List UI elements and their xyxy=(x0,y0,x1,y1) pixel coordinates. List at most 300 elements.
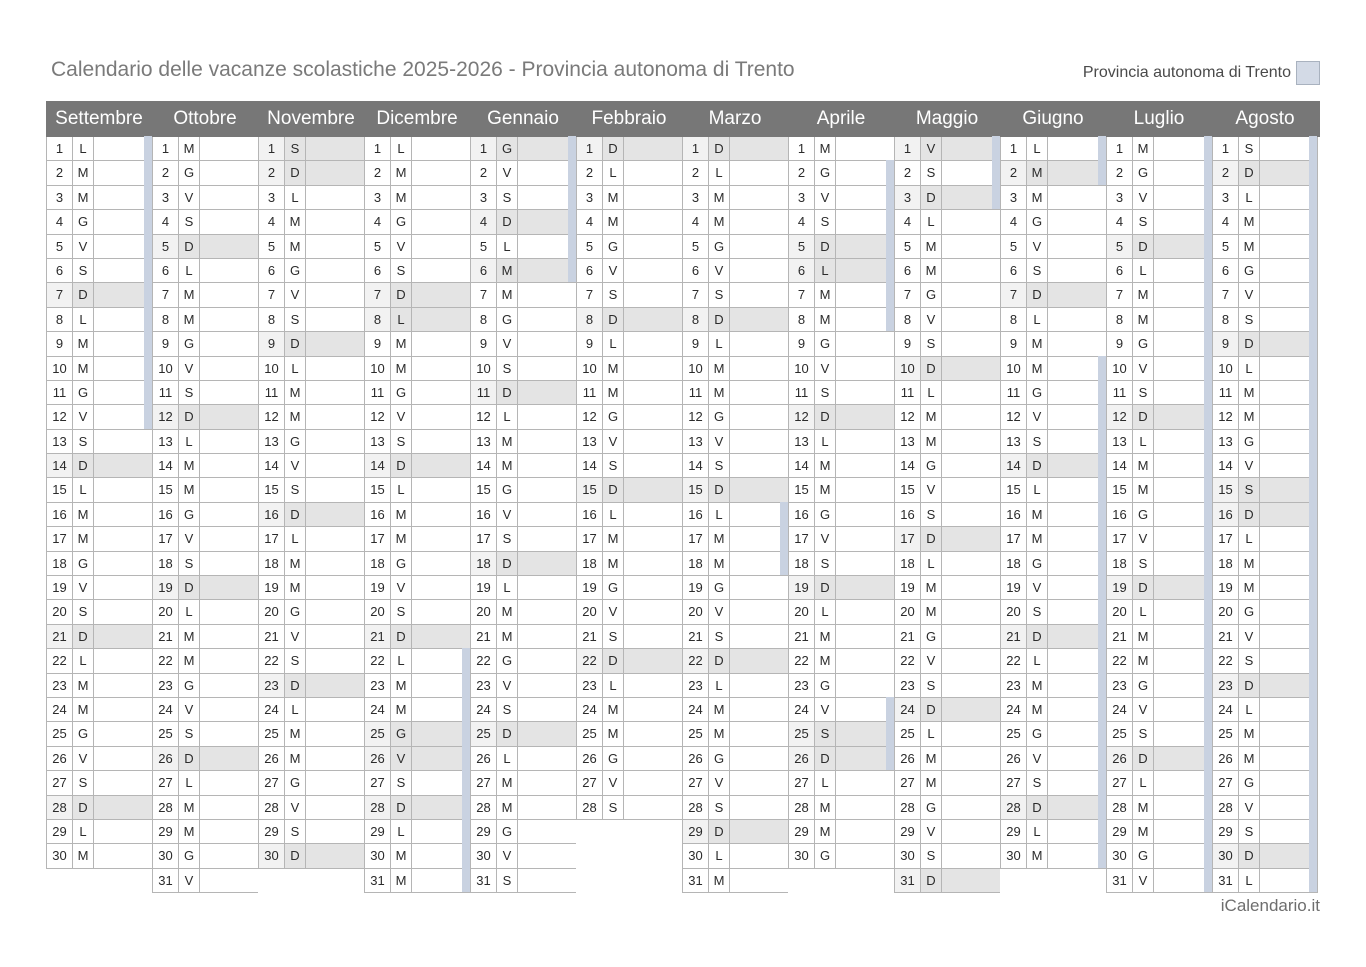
weekday-letter: D xyxy=(73,796,94,819)
day-number: 28 xyxy=(1213,796,1239,819)
day-number: 23 xyxy=(895,674,921,697)
day-row xyxy=(576,186,682,210)
day-note-cell xyxy=(624,161,682,184)
day-note-cell xyxy=(1048,625,1106,648)
day-note-cell xyxy=(730,552,788,575)
weekday-letter: G xyxy=(1239,600,1260,623)
day-number: 11 xyxy=(895,381,921,404)
day-note-cell xyxy=(518,405,576,428)
day-row xyxy=(1212,259,1318,283)
day-row xyxy=(576,674,682,698)
vacation-marker xyxy=(144,380,152,404)
weekday-letter: M xyxy=(603,186,624,209)
day-note-cell xyxy=(1154,235,1212,258)
day-row xyxy=(152,698,258,722)
weekday-letter: G xyxy=(921,454,942,477)
weekday-letter: L xyxy=(391,137,412,160)
vacation-marker xyxy=(886,258,894,282)
weekday-letter: S xyxy=(1133,552,1154,575)
day-row xyxy=(682,527,788,551)
weekday-letter: G xyxy=(179,844,200,867)
day-number: 29 xyxy=(1001,820,1027,843)
weekday-letter: M xyxy=(1027,161,1048,184)
day-note-cell xyxy=(412,332,470,355)
day-row xyxy=(152,381,258,405)
day-row xyxy=(46,210,152,234)
vacation-marker xyxy=(1204,575,1212,599)
day-number: 13 xyxy=(789,430,815,453)
day-number: 31 xyxy=(895,869,921,892)
day-number: 18 xyxy=(1107,552,1133,575)
vacation-marker xyxy=(992,136,1000,160)
day-row xyxy=(152,674,258,698)
weekday-letter: G xyxy=(391,381,412,404)
day-row xyxy=(1000,357,1106,381)
day-row xyxy=(1212,357,1318,381)
weekday-letter: M xyxy=(921,430,942,453)
day-note-cell xyxy=(1260,357,1317,380)
weekday-letter: M xyxy=(921,747,942,770)
day-row xyxy=(364,600,470,624)
day-number: 6 xyxy=(365,259,391,282)
weekday-letter: L xyxy=(1027,478,1048,501)
day-row xyxy=(152,527,258,551)
weekday-letter: M xyxy=(179,137,200,160)
day-row xyxy=(1106,283,1212,307)
day-row xyxy=(894,405,1000,429)
day-number: 15 xyxy=(153,478,179,501)
weekday-letter: M xyxy=(285,381,306,404)
day-note-cell xyxy=(1260,454,1317,477)
day-row xyxy=(894,747,1000,771)
day-note-cell xyxy=(836,357,894,380)
day-row xyxy=(682,674,788,698)
day-number: 3 xyxy=(365,186,391,209)
day-number: 15 xyxy=(365,478,391,501)
weekday-letter: M xyxy=(179,649,200,672)
day-number: 16 xyxy=(1107,503,1133,526)
weekday-letter: V xyxy=(603,600,624,623)
day-note-cell xyxy=(94,210,152,233)
day-row xyxy=(788,820,894,844)
weekday-letter: M xyxy=(391,503,412,526)
day-number: 18 xyxy=(259,552,285,575)
day-row xyxy=(1106,332,1212,356)
day-note-cell xyxy=(942,844,1000,867)
day-note-cell xyxy=(200,503,258,526)
day-row xyxy=(1106,796,1212,820)
day-note-cell xyxy=(730,820,788,843)
day-row xyxy=(470,527,576,551)
day-note-cell xyxy=(1048,771,1106,794)
day-number: 22 xyxy=(259,649,285,672)
day-note-cell xyxy=(412,527,470,550)
day-note-cell xyxy=(1048,527,1106,550)
weekday-letter: M xyxy=(73,357,94,380)
day-note-cell xyxy=(200,698,258,721)
day-row xyxy=(576,552,682,576)
day-note-cell xyxy=(306,771,364,794)
day-note-cell xyxy=(94,747,152,770)
day-note-cell xyxy=(942,430,1000,453)
vacation-marker xyxy=(1309,746,1317,770)
weekday-letter: S xyxy=(285,649,306,672)
weekday-letter: G xyxy=(285,259,306,282)
day-row xyxy=(788,552,894,576)
day-row xyxy=(894,308,1000,332)
day-row xyxy=(1106,478,1212,502)
weekday-letter: D xyxy=(497,722,518,745)
day-number: 12 xyxy=(1107,405,1133,428)
day-row xyxy=(364,454,470,478)
day-note-cell xyxy=(200,771,258,794)
day-note-cell xyxy=(1154,600,1212,623)
day-row xyxy=(470,796,576,820)
weekday-letter: L xyxy=(285,186,306,209)
weekday-letter: M xyxy=(1133,820,1154,843)
day-row xyxy=(470,259,576,283)
day-row xyxy=(1000,430,1106,454)
day-number: 17 xyxy=(1107,527,1133,550)
day-row xyxy=(788,235,894,259)
day-note-cell xyxy=(836,820,894,843)
day-row xyxy=(364,186,470,210)
day-note-cell xyxy=(1260,771,1317,794)
day-number: 23 xyxy=(259,674,285,697)
day-number: 10 xyxy=(1213,357,1239,380)
weekday-letter: G xyxy=(603,576,624,599)
weekday-letter: S xyxy=(73,600,94,623)
weekday-letter: S xyxy=(603,625,624,648)
weekday-letter: L xyxy=(1239,869,1260,892)
day-note-cell xyxy=(1048,308,1106,331)
day-row xyxy=(258,552,364,576)
day-note-cell xyxy=(730,259,788,282)
weekday-letter: D xyxy=(179,405,200,428)
day-number: 27 xyxy=(1213,771,1239,794)
weekday-letter: S xyxy=(497,527,518,550)
day-number: 28 xyxy=(789,796,815,819)
weekday-letter: M xyxy=(497,259,518,282)
vacation-marker xyxy=(1204,404,1212,428)
day-row xyxy=(470,381,576,405)
day-row xyxy=(894,527,1000,551)
vacation-marker xyxy=(144,160,152,184)
weekday-letter: M xyxy=(603,381,624,404)
day-row xyxy=(470,649,576,673)
day-note-cell xyxy=(518,771,576,794)
day-row xyxy=(364,308,470,332)
weekday-letter: V xyxy=(709,430,730,453)
weekday-letter: S xyxy=(391,259,412,282)
day-number: 21 xyxy=(259,625,285,648)
vacation-marker xyxy=(1098,526,1106,550)
day-row xyxy=(576,600,682,624)
day-row xyxy=(46,503,152,527)
day-note-cell xyxy=(942,210,1000,233)
day-row xyxy=(682,332,788,356)
day-number: 23 xyxy=(153,674,179,697)
day-row xyxy=(682,161,788,185)
day-note-cell xyxy=(200,844,258,867)
weekday-letter: D xyxy=(1239,503,1260,526)
day-note-cell xyxy=(1154,478,1212,501)
weekday-letter: S xyxy=(391,771,412,794)
day-note-cell xyxy=(1048,381,1106,404)
weekday-letter: G xyxy=(709,405,730,428)
weekday-letter: L xyxy=(603,161,624,184)
day-number: 15 xyxy=(259,478,285,501)
day-row xyxy=(152,552,258,576)
day-row xyxy=(1212,161,1318,185)
day-note-cell xyxy=(1154,552,1212,575)
day-number: 16 xyxy=(47,503,73,526)
day-row xyxy=(470,771,576,795)
weekday-letter: G xyxy=(1133,503,1154,526)
day-note-cell xyxy=(94,771,152,794)
day-row xyxy=(1212,796,1318,820)
day-number: 1 xyxy=(577,137,603,160)
day-note-cell xyxy=(412,844,470,867)
day-row xyxy=(682,600,788,624)
day-row xyxy=(1000,332,1106,356)
day-note-cell xyxy=(624,625,682,648)
day-number: 1 xyxy=(1213,137,1239,160)
weekday-letter: L xyxy=(921,210,942,233)
day-row xyxy=(1212,478,1318,502)
weekday-letter: S xyxy=(1027,600,1048,623)
weekday-letter: L xyxy=(179,771,200,794)
day-row xyxy=(682,430,788,454)
weekday-letter: G xyxy=(921,796,942,819)
day-note-cell xyxy=(1048,649,1106,672)
month-header-agosto: Agosto xyxy=(1235,108,1295,129)
day-row xyxy=(894,625,1000,649)
day-number: 16 xyxy=(895,503,921,526)
day-row xyxy=(470,405,576,429)
day-number: 7 xyxy=(47,283,73,306)
weekday-letter: D xyxy=(73,625,94,648)
day-note-cell xyxy=(200,186,258,209)
weekday-letter: M xyxy=(1133,478,1154,501)
vacation-marker xyxy=(1204,599,1212,623)
vacation-marker xyxy=(1204,209,1212,233)
vacation-marker xyxy=(1204,624,1212,648)
day-number: 17 xyxy=(259,527,285,550)
weekday-letter: M xyxy=(285,235,306,258)
weekday-letter: D xyxy=(709,478,730,501)
day-note-cell xyxy=(1154,796,1212,819)
day-note-cell xyxy=(836,405,894,428)
day-row xyxy=(152,869,258,893)
day-note-cell xyxy=(1260,161,1317,184)
vacation-marker xyxy=(1204,868,1212,892)
day-row xyxy=(46,649,152,673)
vacation-marker xyxy=(1309,404,1317,428)
day-number: 2 xyxy=(895,161,921,184)
day-row xyxy=(682,698,788,722)
day-note-cell xyxy=(1154,503,1212,526)
day-row xyxy=(46,308,152,332)
month-column-aprile xyxy=(788,137,894,893)
vacation-marker xyxy=(1309,819,1317,843)
day-note-cell xyxy=(624,381,682,404)
weekday-letter: L xyxy=(179,430,200,453)
vacation-marker xyxy=(1309,477,1317,501)
day-row xyxy=(152,820,258,844)
day-row xyxy=(788,381,894,405)
day-row xyxy=(152,503,258,527)
day-number: 24 xyxy=(1107,698,1133,721)
weekday-letter: M xyxy=(391,674,412,697)
day-note-cell xyxy=(412,259,470,282)
day-number: 8 xyxy=(789,308,815,331)
day-number: 30 xyxy=(895,844,921,867)
day-number: 1 xyxy=(789,137,815,160)
day-number: 4 xyxy=(1213,210,1239,233)
vacation-marker xyxy=(1309,282,1317,306)
day-row xyxy=(46,698,152,722)
weekday-letter: L xyxy=(921,722,942,745)
day-row xyxy=(1212,210,1318,234)
day-number: 18 xyxy=(683,552,709,575)
vacation-marker xyxy=(1309,843,1317,867)
weekday-letter: M xyxy=(1027,357,1048,380)
weekday-letter: G xyxy=(391,722,412,745)
day-note-cell xyxy=(624,308,682,331)
day-number: 5 xyxy=(259,235,285,258)
day-row xyxy=(576,430,682,454)
day-number: 17 xyxy=(683,527,709,550)
weekday-letter: L xyxy=(391,478,412,501)
weekday-letter: M xyxy=(1239,235,1260,258)
weekday-letter: D xyxy=(1027,625,1048,648)
day-number: 7 xyxy=(471,283,497,306)
day-number: 26 xyxy=(683,747,709,770)
day-number: 15 xyxy=(789,478,815,501)
day-number: 13 xyxy=(895,430,921,453)
day-note-cell xyxy=(306,186,364,209)
weekday-letter: V xyxy=(1239,625,1260,648)
weekday-letter: S xyxy=(921,674,942,697)
day-number: 16 xyxy=(577,503,603,526)
day-note-cell xyxy=(836,454,894,477)
day-note-cell xyxy=(1260,796,1317,819)
day-note-cell xyxy=(94,405,152,428)
day-note-cell xyxy=(518,332,576,355)
day-note-cell xyxy=(624,235,682,258)
weekday-letter: S xyxy=(603,283,624,306)
day-row xyxy=(894,674,1000,698)
weekday-letter: V xyxy=(1239,454,1260,477)
day-row xyxy=(788,478,894,502)
day-note-cell xyxy=(1154,308,1212,331)
day-row xyxy=(1106,454,1212,478)
day-note-cell xyxy=(518,210,576,233)
day-number: 26 xyxy=(895,747,921,770)
day-row xyxy=(258,771,364,795)
month-header-marzo: Marzo xyxy=(708,108,762,129)
day-row xyxy=(1212,137,1318,161)
weekday-letter: S xyxy=(1133,722,1154,745)
day-row xyxy=(1000,308,1106,332)
month-column-dicembre xyxy=(364,137,470,893)
day-row xyxy=(364,869,470,893)
vacation-marker xyxy=(1204,526,1212,550)
day-row xyxy=(364,478,470,502)
day-note-cell xyxy=(1260,552,1317,575)
month-header-dicembre: Dicembre xyxy=(376,108,458,129)
day-note-cell xyxy=(730,747,788,770)
weekday-letter: G xyxy=(179,332,200,355)
day-row xyxy=(258,674,364,698)
weekday-letter: S xyxy=(1239,478,1260,501)
day-note-cell xyxy=(1048,503,1106,526)
vacation-marker xyxy=(144,209,152,233)
day-row xyxy=(46,430,152,454)
weekday-letter: M xyxy=(73,161,94,184)
weekday-letter: L xyxy=(1133,259,1154,282)
day-note-cell xyxy=(200,381,258,404)
day-number: 2 xyxy=(471,161,497,184)
month-column-luglio xyxy=(1106,137,1212,893)
weekday-letter: M xyxy=(391,527,412,550)
weekday-letter: M xyxy=(709,527,730,550)
day-row xyxy=(258,161,364,185)
day-number: 22 xyxy=(683,649,709,672)
day-note-cell xyxy=(836,796,894,819)
day-note-cell xyxy=(306,332,364,355)
day-row xyxy=(576,405,682,429)
vacation-marker xyxy=(462,819,470,843)
weekday-letter: M xyxy=(497,796,518,819)
day-row xyxy=(470,844,576,868)
weekday-letter: M xyxy=(73,332,94,355)
weekday-letter: L xyxy=(815,259,836,282)
weekday-letter: G xyxy=(73,210,94,233)
legend-label: Provincia autonoma di Trento xyxy=(1082,64,1291,81)
day-row xyxy=(576,161,682,185)
vacation-marker xyxy=(1098,160,1106,184)
weekday-letter: L xyxy=(285,357,306,380)
day-number: 25 xyxy=(683,722,709,745)
day-number: 5 xyxy=(1107,235,1133,258)
weekday-letter: S xyxy=(179,552,200,575)
day-note-cell xyxy=(518,259,576,282)
day-note-cell xyxy=(412,747,470,770)
weekday-letter: D xyxy=(285,332,306,355)
day-note-cell xyxy=(942,332,1000,355)
vacation-marker xyxy=(992,185,1000,209)
day-row xyxy=(894,600,1000,624)
day-row xyxy=(1106,747,1212,771)
weekday-letter: S xyxy=(815,552,836,575)
day-note-cell xyxy=(1260,210,1317,233)
weekday-letter: D xyxy=(1133,747,1154,770)
day-row xyxy=(682,454,788,478)
weekday-letter: M xyxy=(391,869,412,892)
weekday-letter: M xyxy=(709,210,730,233)
weekday-letter: L xyxy=(179,600,200,623)
weekday-letter: M xyxy=(709,552,730,575)
weekday-letter: D xyxy=(1239,844,1260,867)
weekday-letter: G xyxy=(1239,771,1260,794)
day-row xyxy=(576,527,682,551)
day-row xyxy=(894,283,1000,307)
day-number: 5 xyxy=(1213,235,1239,258)
day-row xyxy=(576,332,682,356)
weekday-letter: M xyxy=(709,869,730,892)
